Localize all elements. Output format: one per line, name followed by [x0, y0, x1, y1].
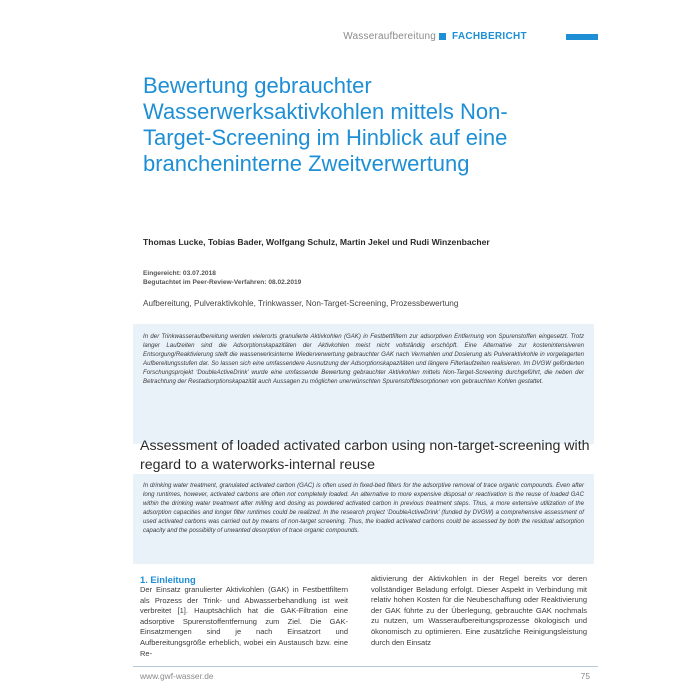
- article-title: Bewertung gebrauchter Wasserwerksaktivkohlen mittels Non-Target-Screening im Hinblick auf eine brancheninterne Zweitverwertung: [143, 73, 508, 176]
- header-accent-bar: [566, 34, 598, 40]
- article-authors: Thomas Lucke, Tobias Bader, Wolfgang Schulz, Martin Jekel und Rudi Winzenbacher: [143, 237, 490, 247]
- review-dates: [143, 269, 301, 287]
- running-header: [0, 31, 700, 45]
- abstract-english-text: In drinking water treatment, granulated activated carbon (GAC) is often used in fixed-bed filters for the adsorptive removal of trace organic compounds. Even after long runtimes, however, activated carbons are often not completely loaded. An alternative to more expensive disposal or reactivation is the reuse of loaded GAC within the drinking water treatment after milling and dosing as powdered activated carbon in previous treatment steps. Thus, a more extensive utilization of the adsorption capacities and longer filter runtimes could be realized. In the research project ‘DoubleActiveDrink’ (funded by DVGW) a comprehensive assessment of used activated carbons was carried out by means of non-target screening. Thus, the loaded activated carbons could be assessed by both the residual adsorption capacity and the possibility of unwanted desorption of trace organic compounds.: [143, 482, 584, 535]
- received-date: Eingereicht: 03.07.2018: [143, 270, 216, 277]
- english-title: Assessment of loaded activated carbon using non-target-screening with regard to a waterworks-internal reuse: [140, 438, 590, 473]
- footer-divider: [133, 666, 598, 667]
- page-number: 75: [580, 671, 590, 681]
- abstract-german-text: In der Trinkwasseraufbereitung werden vielerorts granulierte Aktivkohlen (GAK) in Festbettfiltern zur adsorptiven Entfernung von Spurenstoffen eingesetzt. Trotz langer Laufzeiten sind die Adsorptionskapazitäten der Aktivkohlen meist nicht vollständig erschöpft. Eine Alternative zur kostenintensiveren Entsorgung/Reaktivierung stellt die wasserwerksinterne Wiederverwertung gebrauchter GAK nach Vermahlen und Dosierung als Pulveraktivkohle in vorgelagerten Aufbereitungsstufen dar. So lassen sich eine umfassendere Ausnutzung der Adsorptionskapazitäten und längere Filterlaufzeiten realisieren. Im DVGW geförderten Forschungsprojekt ‘DoubleActiveDrink’ wurde eine umfassende Bewertung gebrauchter Aktivkohlen mittels Non-Target-Screening durchgeführt, die neben der Betrachtung der Restadsorptionskapazität auch Aussagen zu möglichen unerwünschten Spurenstoffdesorptionen von gebrauchten Kohlen gestattet.: [143, 333, 584, 386]
- article-keywords: Aufbereitung, Pulveraktivkohle, Trinkwasser, Non-Target-Screening, Prozessbewertung: [143, 299, 459, 308]
- footer-url-link[interactable]: www.gwf-wasser.de: [140, 671, 214, 681]
- abstract-german-box: [133, 324, 594, 444]
- body-column-left: Der Einsatz granulierter Aktivkohlen (GAK) in Festbettfiltern als Prozess der Trink- und Abwasserbehandlung ist weit verbreitet [1]. Hauptsächlich hat die GAK-Filtration eine adsorptive Spurenstoffentfernung zum Ziel. Die GAK-Einsatzmengen sind je nach Einsatzort und Aufbereitungsgröße erheblich, wobei ein Austausch bzw. eine Re-: [140, 585, 348, 658]
- header-square-marker: [439, 33, 446, 40]
- header-category-label: FACHBERICHT: [452, 31, 527, 42]
- section-heading-introduction: 1. Einleitung: [140, 574, 196, 585]
- abstract-english-box: [133, 474, 594, 564]
- reviewed-date: Begutachtet im Peer-Review-Verfahren: 08.02.2019: [143, 279, 302, 286]
- header-section-name: Wasseraufbereitung: [343, 31, 436, 42]
- body-column-right: aktivierung der Aktivkohlen in der Regel bereits vor deren vollständiger Beladung erfolgt. Dieser Aspekt in Verbindung mit relativ hohen Kosten für die Neubeschaffung oder Reaktivierung der GAK führte zu der Überlegung, gebrauchte GAK nochmals zu nutzen, um Wasseraufbereitungsprozesse ökologisch und ökonomisch zu optimieren. Eine zusätzliche Reinigungsleistung durch den Einsatz: [371, 574, 587, 647]
